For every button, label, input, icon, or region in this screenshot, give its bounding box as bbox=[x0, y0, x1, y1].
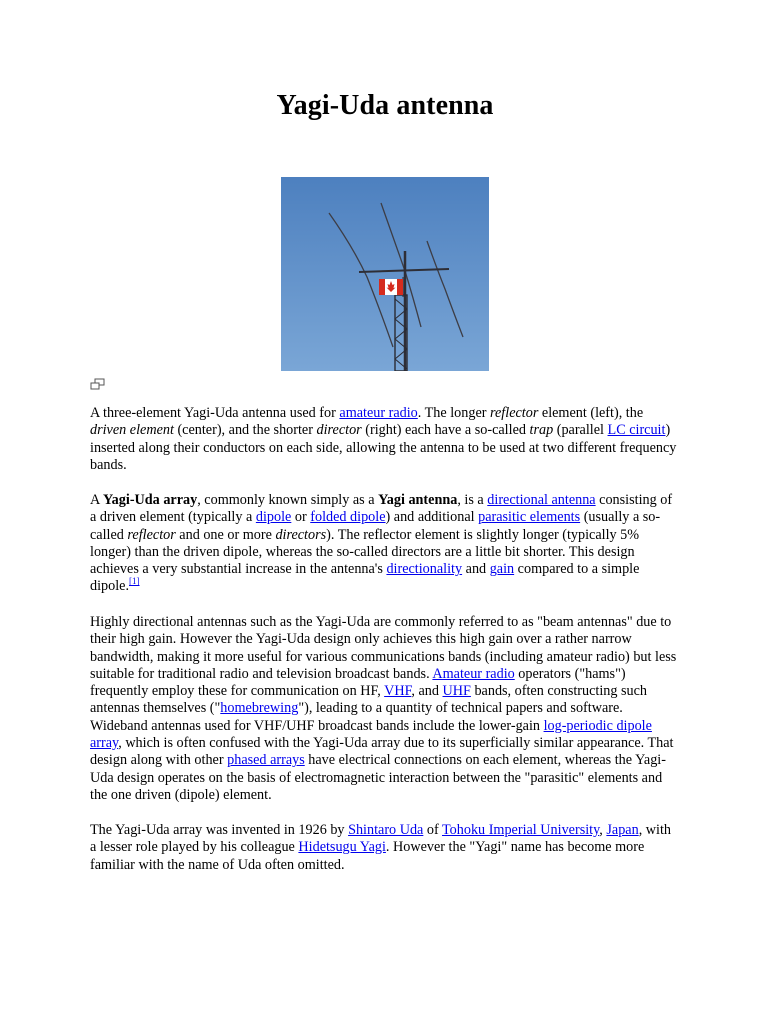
link-folded-dipole[interactable]: folded dipole bbox=[310, 509, 386, 526]
link-directional-antenna[interactable]: directional antenna bbox=[487, 492, 596, 508]
link-log-periodic-dipole-array[interactable]: log-periodic dipole array bbox=[90, 717, 652, 752]
link-dipole[interactable]: dipole bbox=[255, 509, 292, 526]
link-parasitic-elements[interactable]: parasitic elements bbox=[478, 509, 581, 526]
paragraph-beam-antennas: Highly directional antennas such as the Yagi-Uda are commonly referred to as "beam antennas" due to their high gain. However the Yagi-Uda design only achieves this high gain over a rather narrow bandwidth, making it more useful for various communications bands (including amateur radio) but less suitable for traditional radio and television broadcast bands. Amateur radio operators ("hams") frequently employ these for communication on HF, VHF, and UHF bands, often constructing such antennas themselves ("homebrewing"), leading to a quantity of technical papers and software. Wideband antennas used for VHF/UHF broadcast bands include the lower-gain log-periodic dipole array, which is often confused with the Yagi-Uda array due to its superficially similar appearance. That design along with other phased arrays have electrical connections on each element, whereas the Yagi-Uda design operates on the basis of electromagnetic interaction between the "parasitic" elements and the one driven (dipole) element. bbox=[90, 614, 677, 803]
reference-1[interactable]: [1] bbox=[129, 576, 140, 587]
link-hidetsugu-yagi[interactable]: Hidetsugu Yagi bbox=[298, 839, 386, 856]
magnify-icon[interactable] bbox=[90, 377, 106, 389]
paragraph-intro: A Yagi-Uda array, commonly known simply as a Yagi antenna, is a directional antenna consisting of a driven element (typically a dipole or folded dipole) and additional parasitic elements (usually a so-called reflector and one or more directors). The reflector element is slightly longer (typically 5% longer) than the driven dipole, whereas the so-called directors are a little bit shorter. This design achieves a very substantial increase in the antenna's directionality and gain compared to a simple dipole.[1] bbox=[90, 492, 673, 595]
antenna-photo[interactable] bbox=[281, 177, 489, 371]
link-lc-circuit[interactable]: LC circuit bbox=[607, 422, 666, 439]
link-amateur-radio-2[interactable]: Amateur radio bbox=[432, 665, 515, 682]
page-title: Yagi-Uda antenna bbox=[276, 90, 494, 121]
paragraph-history: The Yagi-Uda array was invented in 1926 by Shintaro Uda of Tohoku Imperial University, Japan, with a lesser role played by his colleague Hidetsugu Yagi. However the "Yagi" name has become more familiar with the name of Uda often omitted. bbox=[90, 822, 672, 873]
link-vhf[interactable]: VHF bbox=[384, 683, 412, 700]
canada-flag-icon bbox=[379, 279, 403, 295]
link-amateur-radio[interactable]: amateur radio bbox=[339, 405, 418, 421]
link-directionality[interactable]: directionality bbox=[386, 561, 463, 578]
link-homebrewing[interactable]: homebrewing bbox=[220, 700, 299, 717]
link-gain[interactable]: gain bbox=[489, 561, 515, 578]
link-phased-arrays[interactable]: phased arrays bbox=[227, 752, 305, 769]
antenna-photo-image bbox=[281, 177, 489, 371]
link-shintaro-uda[interactable]: Shintaro Uda bbox=[348, 822, 424, 838]
link-japan[interactable]: Japan bbox=[606, 822, 639, 838]
link-uhf[interactable]: UHF bbox=[442, 683, 471, 700]
link-tohoku-imperial-university[interactable]: Tohoku Imperial University bbox=[442, 822, 600, 838]
image-caption: A three-element Yagi-Uda antenna used for amateur radio. The longer reflector element (left), the driven element (center), and the shorter director (right) each have a so-called trap (parallel LC circuit) inserted along their conductors on each side, allowing the antenna to be used at two different frequency bands. bbox=[90, 405, 677, 473]
